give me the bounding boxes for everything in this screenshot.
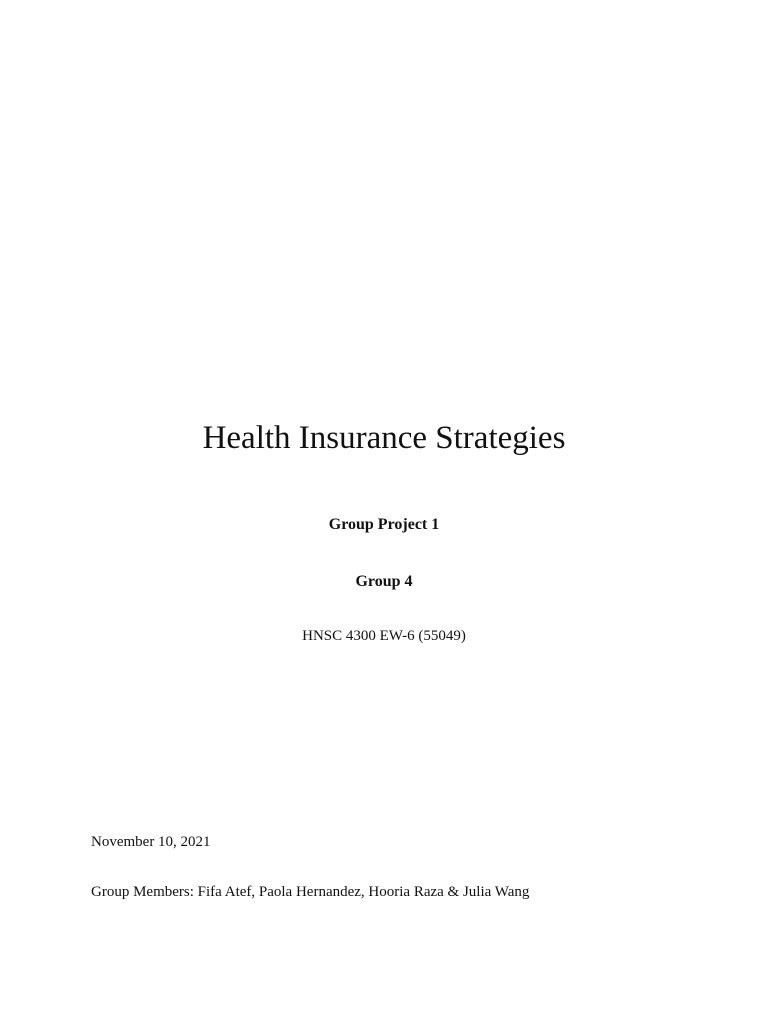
course-code: HNSC 4300 EW-6 (55049) [302,628,466,644]
group-label: Group 4 [355,573,413,590]
project-label: Group Project 1 [328,516,440,533]
document-title: Health Insurance Strategies [202,420,566,456]
submission-date: November 10, 2021 [91,834,211,850]
group-members: Group Members: Fifa Atef, Paola Hernandez, Hooria Raza & Julia Wang [91,884,530,900]
